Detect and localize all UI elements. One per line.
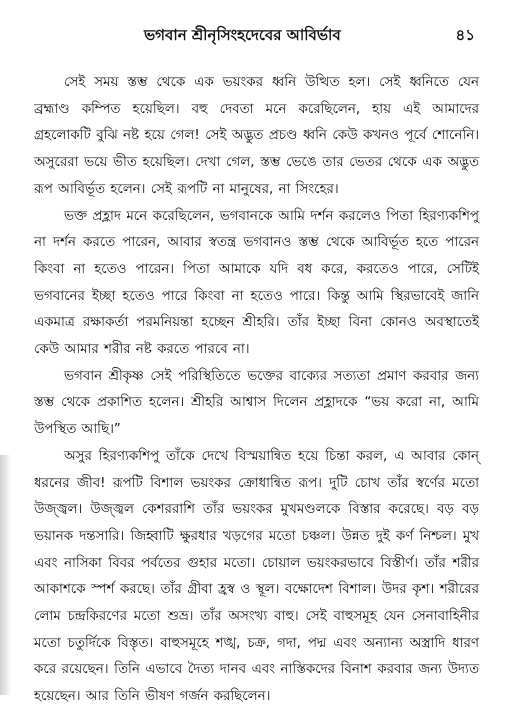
paragraph-2: ভক্ত প্রহ্লাদ মনে করেছিলেন, ভগবানকে আমি দর্শন করলেও পিতা হিরণ্যকশিপু না দর্শন করতে পারেন, আবার স্বতন্ত্র ভগবানও স্তম্ভ থেকে আবির্ভূত হতে পারেন কিংবা না হতেও পারেন। পিতা আমাকে যদি বধ করে, করতেও পারে, সেটিই ভগবানের ইচ্ছা হতেও পারে কিংবা না হতেও পারে। কিন্তু আমি স্থিরভাবেই জানি একমাত্র রক্ষাকর্তা পরমনিয়ন্তা হচ্ছেন শ্রীহরি। তাঁর ইচ্ছা বিনা কোনও অবস্থাতেই কেউ আমার শরীর নষ্ট করতে পারবে না। — [34, 208, 479, 358]
page-body — [34, 70, 479, 711]
paragraph-1: সেই সময় স্তম্ভ থেকে এক ভয়ংকর ধ্বনি উত্থিত হল। সেই ধ্বনিতে যেন ব্রহ্মাণ্ড কম্পিত হয়েছিল। বহু দেবতা মনে করেছিলেন, হায় এই আমাদের গ্রহলোকটি বুঝি নষ্ট হয়ে গেল! সেই অদ্ভুত প্রচণ্ড ধ্বনি কেউ কখনও পূর্বে শোনেনি। অসুরেরা ভয়ে ভীত হয়েছিল। দেখা গেল, স্তম্ভ ভেঙে তার ভেতর থেকে এক অদ্ভুত রূপ আবির্ভূত হলেন। সেই রূপটি না মানুষের, না সিংহের। — [34, 75, 479, 197]
paragraph-4: অসুর হিরণ্যকশিপু তাঁকে দেখে বিস্ময়ান্বিত হয়ে চিন্তা করল, এ আবার কোন্ ধরনের জীব! রূপটি বিশাল ভয়ংকর ক্রোধান্বিত রূপ। দুটি চোখ তাঁর স্বর্ণের মতো উজ্জ্বল। উজ্জ্বল কেশররাশি তাঁর ভয়ংকর মুখমণ্ডলকে বিস্তার করেছে। বড় বড় ভয়ানক দন্তসারি। জিহ্বাটি ক্ষুরধার খড়গের মতো চঞ্চল। উন্নত দুই কর্ণ নিশ্চল। মুখ এবং নাসিকা বিবর পর্বতের গুহার মতো। চোয়াল ভয়ংকরভাবে বিস্তীর্ণ। তাঁর শরীর আকাশকে স্পর্শ করছে। তাঁর গ্রীবা হ্রস্ব ও স্থূল। বক্ষোদেশ বিশাল। উদর কৃশ। শরীরের লোম চন্দ্রকিরণের মতো শুভ্র। তাঁর অসংখ্য বাহু। সেই বাহুসমূহ যেন সেনাবাহিনীর মতো চতুর্দিকে বিস্তৃত। বাহুসমূহে শঙ্খ, চক্র, গদা, পদ্ম এবং অন্যান্য অস্ত্রাদি ধারণ করে রয়েছেন। তিনি এভাবে দৈত্য দানব এবং নাস্তিকদের বিনাশ করবার জন্য উদ্যত হয়েছেন। আর তিনি ভীষণ গর্জন করছিলেন। — [34, 448, 479, 705]
paragraph-3: ভগবান শ্রীকৃষ্ণ সেই পরিস্থিতিতে ভক্তের বাক্যের সত্যতা প্রমাণ করবার জন্য স্তম্ভ থেকে প্রকাশিত হলেন। শ্রীহরি আশ্বাস দিলেন প্রহ্লাদকে “ভয় করো না, আমি উপস্থিত আছি।” — [34, 368, 479, 438]
page-number: ৪১ — [455, 26, 475, 44]
page-header — [34, 24, 479, 50]
chapter-title: ভগবান শ্রীনৃসিংহদেবের আবির্ভাব — [144, 26, 341, 44]
page-edge-shadow — [0, 455, 12, 695]
